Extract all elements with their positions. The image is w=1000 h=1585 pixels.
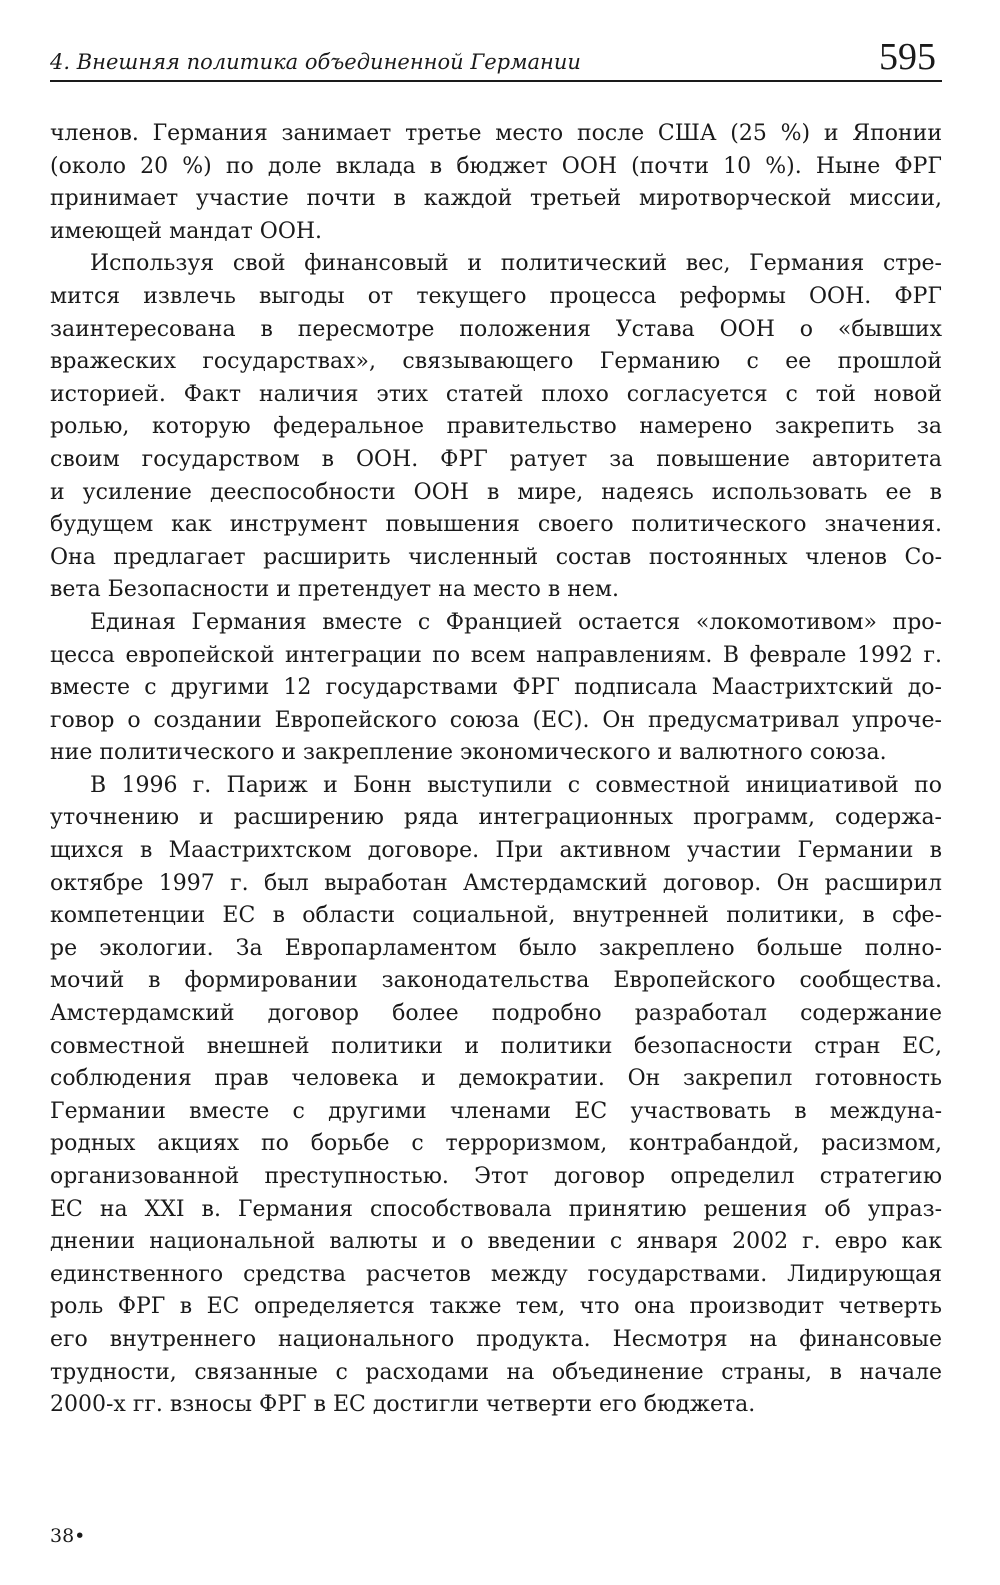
text-line: 2000-х гг. взносы ФРГ в ЕС достигли четверти его бюджета. [50, 1392, 756, 1418]
text-line: В 1996 г. Париж и Бонн выступили с совместной инициативой по [90, 772, 942, 798]
text-line: родных акциях по борьбе с терроризмом, контрабандой, расизмом, [50, 1131, 942, 1157]
text-line: его внутреннего национального продукта. Несмотря на финансовые [50, 1326, 942, 1352]
running-head [50, 30, 942, 82]
text-line: вражеских государствах», связывающего Германию с ее прошлой [50, 349, 942, 375]
text-line: цесса европейской интеграции по всем направлениям. В феврале 1992 г. [50, 642, 942, 668]
text-line: Единая Германия вместе с Францией остается «локомотивом» про- [90, 609, 942, 635]
text-line: ре экологии. За Европарламентом было закреплено больше полно- [50, 935, 942, 961]
text-line: совместной внешней политики и политики безопасности стран ЕС, [50, 1033, 942, 1059]
text-line: Она предлагает расширить численный состав постоянных членов Со- [50, 544, 942, 570]
text-line: единственного средства расчетов между государствами. Лидирующая [50, 1261, 942, 1287]
page-number: 595 [879, 36, 936, 78]
text-line: мочий в формировании законодательства Европейского сообщества. [50, 968, 942, 994]
text-line: роль ФРГ в ЕС определяется также тем, что она производит четверть [50, 1294, 942, 1320]
paragraph [50, 770, 942, 1422]
paragraph [50, 248, 942, 607]
text-line: мится извлечь выгоды от текущего процесса реформы ООН. ФРГ [50, 283, 942, 309]
text-line: Используя свой финансовый и политический вес, Германия стре- [90, 251, 942, 277]
text-line: ролью, которую федеральное правительство намерено закрепить за [50, 414, 942, 440]
text-line: ЕС на XXI в. Германия способствовала принятию решения об упраз- [50, 1196, 942, 1222]
paragraph [50, 118, 942, 248]
text-line: октябре 1997 г. был выработан Амстердамский договор. Он расширил [50, 870, 942, 896]
text-line: и усиление дееспособности ООН в мире, надеясь использовать ее в [50, 479, 942, 505]
text-line: компетенции ЕС в области социальной, внутренней политики, в сфе- [50, 903, 942, 929]
text-line: Германии вместе с другими членами ЕС участвовать в междуна- [50, 1098, 942, 1124]
text-line: вета Безопасности и претендует на место в нем. [50, 577, 620, 603]
text-line: членов. Германия занимает третье место после США (25 %) и Японии [50, 121, 942, 146]
text-line: своим государством в ООН. ФРГ ратует за повышение авторитета [50, 446, 942, 472]
text-line: днении национальной валюты и о введении с января 2002 г. евро как [50, 1229, 942, 1255]
text-line: историей. Факт наличия этих статей плохо согласуется с той новой [50, 381, 942, 407]
text-line: соблюдения прав человека и демократии. Он закрепил готовность [50, 1066, 942, 1092]
text-line: организованной преступностью. Этот договор определил стратегию [50, 1164, 942, 1189]
text-line: Амстердамский договор более подробно разработал содержание [50, 1001, 942, 1027]
text-line: принимает участие почти в каждой третьей миротворческой миссии, [50, 186, 942, 212]
body-text [50, 118, 942, 1422]
text-line: щихся в Маастрихтском договоре. При активном участии Германии в [50, 838, 942, 864]
text-line: (около 20 %) по доле вклада в бюджет ООН (почти 10 %). Ныне ФРГ [50, 153, 942, 179]
text-line: будущем как инструмент повышения своего политического значения. [50, 512, 942, 538]
text-line: уточнению и расширению ряда интеграционных программ, содержа- [50, 805, 942, 831]
text-line: говор о создании Европейского союза (ЕС). Он предусматривал упроче- [50, 707, 942, 733]
signature-mark: 38• [50, 1525, 86, 1547]
text-line: вместе с другими 12 государствами ФРГ подписала Маастрихтский до- [50, 675, 942, 701]
text-line: заинтересована в пересмотре положения Устава ООН о «бывших [50, 316, 942, 342]
paragraph [50, 607, 942, 770]
text-line: имеющей мандат ООН. [50, 218, 323, 244]
section-title: 4. Внешняя политика объединенной Германии [50, 50, 581, 74]
text-line: ние политического и закрепление экономического и валютного союза. [50, 740, 887, 766]
text-line: трудности, связанные с расходами на объединение страны, в начале [50, 1359, 942, 1385]
